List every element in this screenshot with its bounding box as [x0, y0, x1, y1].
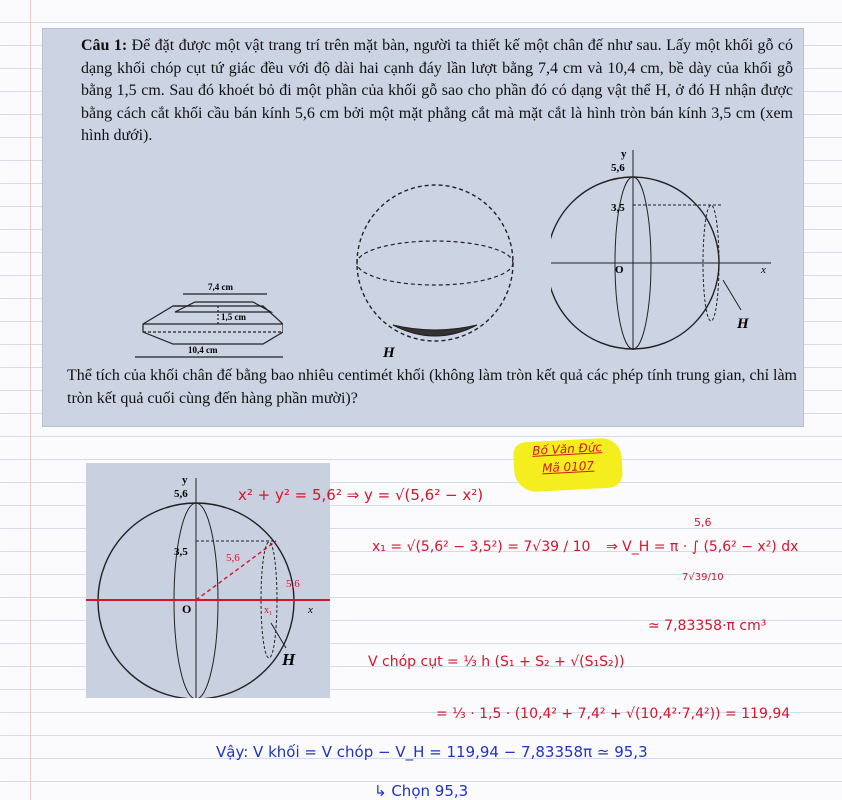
- frustum-bottom-label: 10,4 cm: [188, 345, 218, 355]
- axes-top-value: 5,6: [611, 162, 625, 174]
- problem-photo: [42, 28, 804, 427]
- annot-y-label: y: [182, 474, 188, 486]
- vh-integral: ⇒ V_H = π · ∫ (5,6² − x²) dx: [606, 539, 799, 555]
- circle-equation: x² + y² = 5,6² ⇒ y = √(5,6² − x²): [238, 486, 484, 504]
- annot-mid-value: 3,5: [174, 546, 188, 558]
- frustum-volume-value: = ⅓ · 1,5 · (10,4² + 7,4² + √(10,4²·7,4²)) = 119,94: [436, 706, 791, 722]
- axes-x-label: x: [761, 264, 766, 276]
- annot-radius2: 5,6: [286, 578, 300, 590]
- annot-H-label: H: [282, 650, 296, 669]
- frustum-height-label: 1,5 cm: [221, 312, 246, 322]
- sphere-H-label: H: [383, 345, 395, 361]
- frustum-volume-formula: V chóp cụt = ⅓ h (S₁ + S₂ + √(S₁S₂)): [368, 654, 625, 670]
- problem-statement: [81, 35, 793, 148]
- annot-x-label: x: [308, 604, 313, 616]
- vh-approx: ≃ 7,83358·π cm³: [648, 618, 767, 634]
- problem-body: Để đặt được một vật trang trí trên mặt bàn, người ta thiết kế một chân đế như sau. Lấy một khối gỗ có dạng khối chóp cụt tứ giác đều với độ dài hai cạnh đáy lần lượt bằng 7,4 cm và 10,4 cm, bề dày của khối gỗ bằng 1,5 cm. Sau đó khoét bỏ đi một phần của khối gỗ sao cho phần đó có dạng vật thể H, ở đó H nhận được bằng cách cắt khối cầu bán kính 5,6 cm bởi một mặt phẳng cắt mà mặt cắt là hình tròn bán kính 3,5 cm (xem hình dưới).: [81, 37, 794, 144]
- final-result: Vậy: V khối = V chóp − V_H = 119,94 − 7,83358π ≃ 95,3: [216, 743, 648, 761]
- stamp-line2: Mã 0107: [541, 458, 595, 476]
- notebook-margin-line: [30, 0, 31, 800]
- annot-origin: O: [182, 602, 192, 616]
- frustum-figure: [133, 254, 283, 369]
- annot-x1: x₁: [264, 605, 273, 616]
- annot-top-value: 5,6: [174, 488, 188, 500]
- integral-upper-bound: 5,6: [694, 516, 712, 529]
- integral-lower-bound: 7√39/10: [682, 572, 724, 583]
- axes-y-label: y: [621, 148, 627, 160]
- axes-H-label: H: [737, 316, 749, 332]
- teacher-stamp: [513, 437, 623, 493]
- problem-label: Câu 1:: [81, 37, 128, 54]
- axes-mid-value: 3,5: [611, 202, 625, 214]
- problem-question: Thể tích của khối chân đế bằng bao nhiêu centimét khối (không làm tròn kết quả các phép tính trung gian, chỉ làm tròn kết quả cuối cùng đến hàng phần mười)?: [67, 367, 797, 407]
- axes-figure: [551, 145, 781, 355]
- annot-radius: 5,6: [226, 552, 240, 564]
- chosen-answer: ↳ Chọn 95,3: [374, 782, 469, 800]
- frustum-top-label: 7,4 cm: [208, 282, 233, 292]
- sphere-figure: [353, 175, 523, 361]
- axes-origin: O: [615, 264, 624, 276]
- stamp-line1: Bố Văn Đức: [531, 440, 603, 458]
- x1-computation: x₁ = √(5,6² − 3,5²) = 7√39 / 10: [372, 539, 591, 555]
